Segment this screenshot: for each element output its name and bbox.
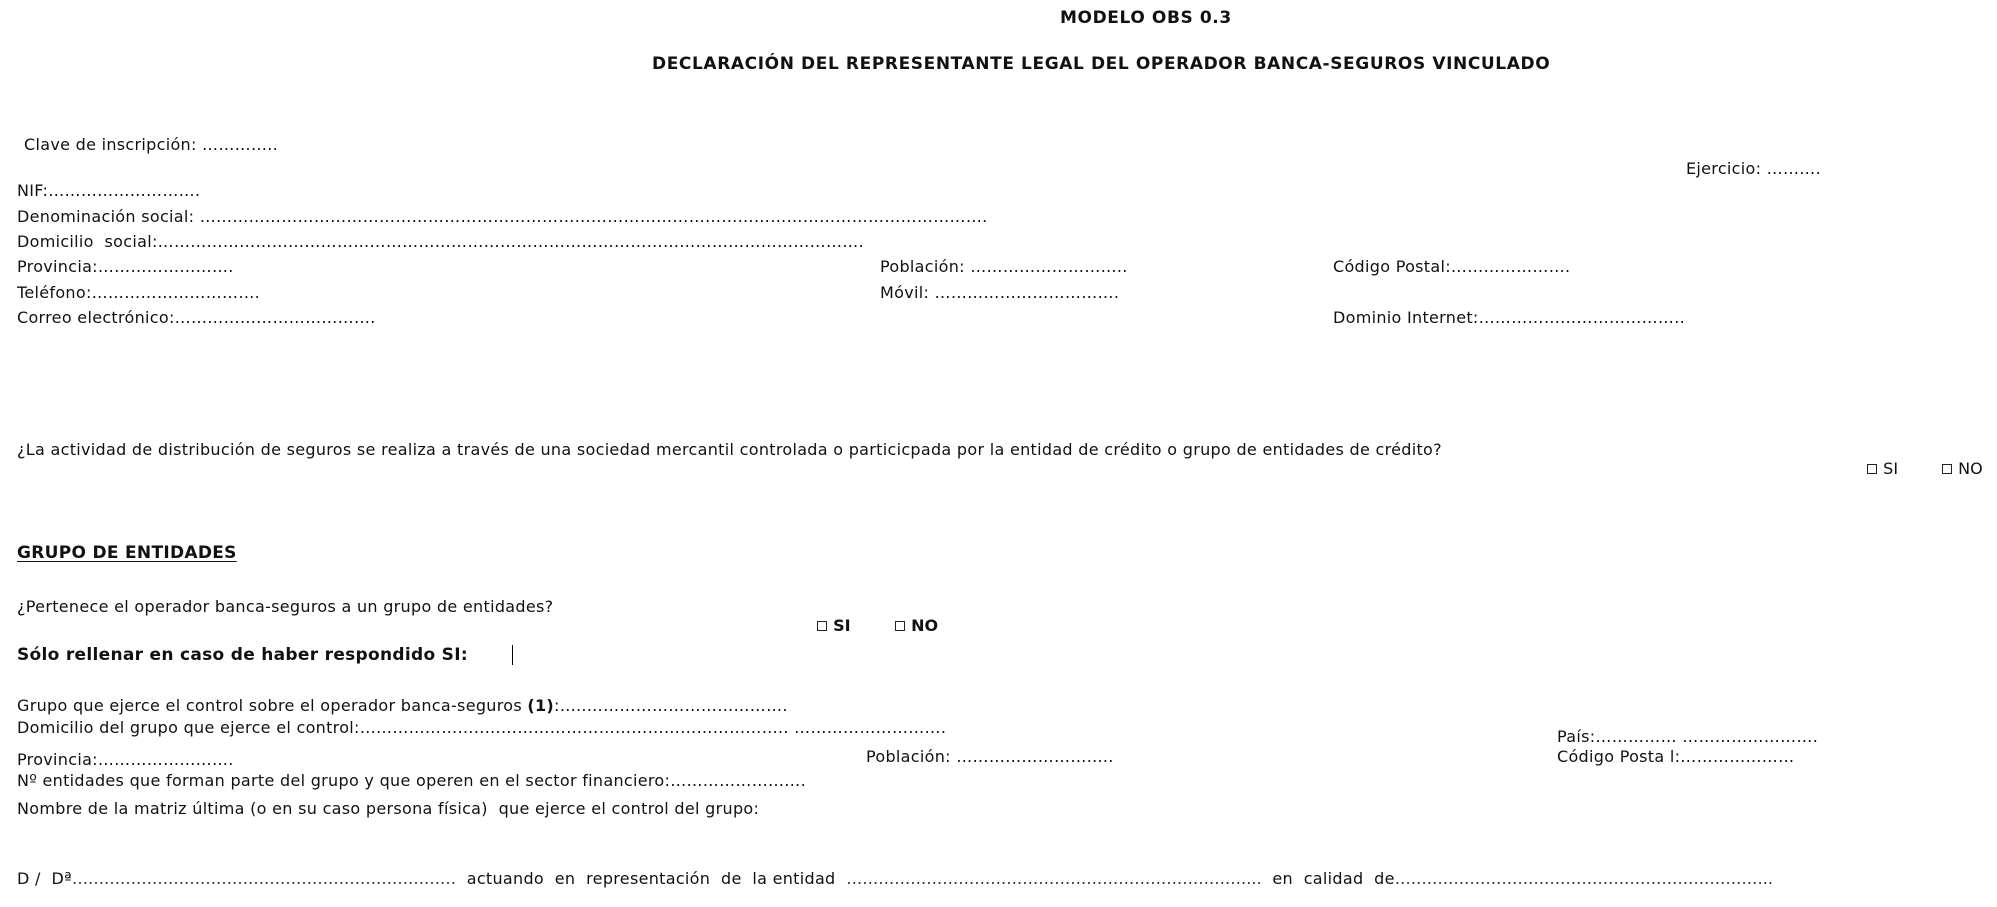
dominio-internet-field[interactable]: Dominio Internet:………………………………..	[1333, 308, 1685, 327]
grupo-matriz-field[interactable]: Nombre de la matriz última (o en su caso persona física) que ejerce el control del grupo:	[17, 799, 760, 818]
telefono-field[interactable]: Teléfono:………………………….	[17, 283, 261, 302]
grupo-pais-field[interactable]: País:…………… …………………….	[1557, 727, 1819, 746]
declaration-prefix: D / Dª	[17, 869, 72, 888]
distribution-no-option[interactable]	[1932, 440, 1983, 478]
grupo-provincia-field[interactable]: Provincia:…………………….	[17, 750, 234, 769]
declaration-line	[17, 869, 1773, 888]
clave-inscripcion-field[interactable]: Clave de inscripción: …………..	[24, 135, 279, 154]
domicilio-social-field[interactable]: Domicilio social:………………………………………………………………………………………………………………….	[17, 232, 864, 251]
distribution-no-label: NO	[1958, 459, 1983, 478]
grupo-control-label: Grupo que ejerce el control sobre el operador banca-seguros	[17, 696, 528, 715]
distribution-si-label: SI	[1883, 459, 1899, 478]
nif-field[interactable]: NIF:……………………….	[17, 181, 201, 200]
codigo-postal-field[interactable]: Código Postal:………………….	[1333, 257, 1571, 276]
form-subtitle: DECLARACIÓN DEL REPRESENTANTE LEGAL DEL OPERADOR BANCA-SEGUROS VINCULADO	[652, 54, 1551, 74]
checkbox-icon[interactable]	[1942, 464, 1952, 474]
checkbox-icon[interactable]	[817, 621, 827, 631]
distribution-question: ¿La actividad de distribución de seguros se realiza a través de una sociedad mercantil controlada o particicpada por la entidad de crédito o grupo de entidades de crédito?	[17, 440, 1442, 459]
provincia-field[interactable]: Provincia:…………………….	[17, 257, 234, 276]
grupo-poblacion-field[interactable]: Población: ………………………..	[866, 747, 1114, 766]
declaration-end: en calidad de	[1261, 869, 1395, 888]
text-cursor	[512, 645, 513, 665]
grupo-domicilio-field[interactable]: Domicilio del grupo que ejerce el control:…………………..……………………………………………….. ……………………….	[17, 718, 947, 737]
checkbox-icon[interactable]	[895, 621, 905, 631]
entity-name-field[interactable]: …………………………………………………………………...	[846, 869, 1262, 888]
grupo-control-note: (1)	[527, 696, 555, 715]
declarant-name-field[interactable]: ………………………………………………………………	[71, 869, 456, 888]
movil-field[interactable]: Móvil: …………………………….	[880, 283, 1120, 302]
capacity-field[interactable]: ……………………………………………………………..	[1394, 869, 1773, 888]
grupo-control-dots: :…..……………………………….	[554, 696, 788, 715]
grupo-si-label: SI	[833, 616, 851, 635]
grupo-instruction: Sólo rellenar en caso de haber respondido SI:	[17, 645, 468, 665]
distribution-si-option[interactable]	[1857, 440, 1898, 478]
declaration-middle: actuando en representación de la entidad	[455, 869, 847, 888]
poblacion-field[interactable]: Población: ………………………..	[880, 257, 1128, 276]
ejercicio-field[interactable]: Ejercicio: ……….	[1686, 159, 1821, 178]
denominacion-social-field[interactable]: Denominación social: ……………………………………………………………………………………………………………………………….	[17, 207, 988, 226]
grupo-codigo-postal-field[interactable]: Código Posta l:…………………	[1557, 747, 1795, 766]
form-model-title: MODELO OBS 0.3	[1060, 8, 1232, 28]
grupo-si-option[interactable]	[806, 597, 851, 635]
grupo-no-option[interactable]	[884, 597, 938, 635]
grupo-no-label: NO	[911, 616, 939, 635]
grupo-entidades-heading: GRUPO DE ENTIDADES	[17, 543, 237, 563]
grupo-question: ¿Pertenece el operador banca-seguros a un grupo de entidades?	[17, 597, 554, 616]
grupo-num-entidades-field[interactable]: Nº entidades que forman parte del grupo y que operen en el sector financiero:…………………….	[17, 771, 806, 790]
correo-electronico-field[interactable]: Correo electrónico:……………………………….	[17, 308, 376, 327]
grupo-control-field[interactable]	[17, 696, 788, 715]
checkbox-icon[interactable]	[1867, 464, 1877, 474]
